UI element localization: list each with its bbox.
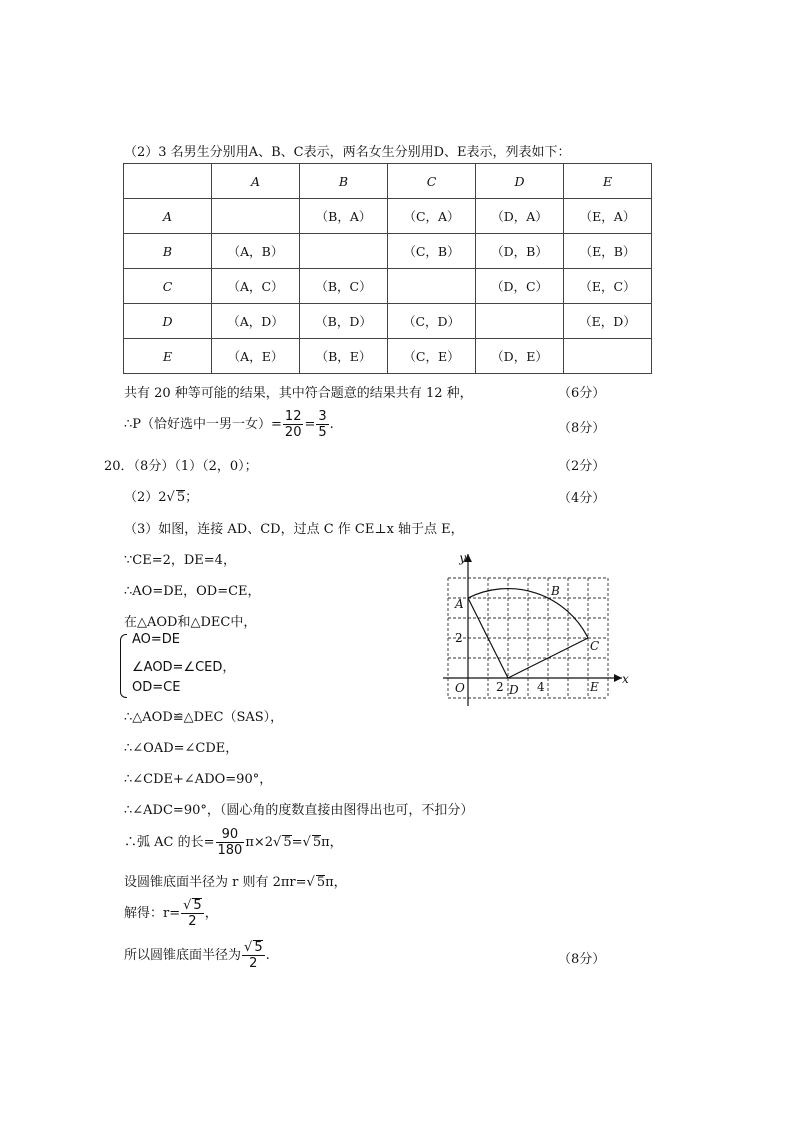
- point-e-label: E: [590, 680, 599, 694]
- table-header-row: [124, 164, 652, 199]
- table-cell: C: [124, 269, 212, 304]
- q20-line10: ∴∠ADC=90°，（圆心角的度数直接由图得出也可，不扣分）: [124, 803, 474, 818]
- probability-line: ∴P（恰好选中一男一女）= $\frac{12}{20}$ = $\frac{3}{5}$ .: [124, 408, 334, 440]
- table-cell: （A，B）: [212, 234, 300, 269]
- table-row: [124, 234, 652, 269]
- left-brace: [120, 634, 127, 698]
- x-axis-label: x: [622, 672, 629, 686]
- table-cell: [564, 339, 652, 374]
- table-cell: （B，D）: [300, 304, 388, 339]
- point-a-label: A: [455, 597, 464, 611]
- system-line-3: OD=CE: [132, 680, 181, 695]
- q20-line2-score: （4分）: [558, 491, 606, 506]
- q20-line1: 20．（8分）（1）（2，0）；: [104, 459, 258, 474]
- table-cell: （D，B）: [476, 234, 564, 269]
- solve-fraction: $\frac{√ 5}{2}$: [183, 898, 202, 929]
- prob-fraction-2: $\frac{3}{5}$: [318, 408, 327, 440]
- x-axis-arrow: [614, 674, 622, 682]
- table-cell: E: [564, 164, 652, 199]
- q20-line8: ∴∠OAD=∠CDE，: [124, 741, 239, 756]
- table-cell: （D，A）: [476, 199, 564, 234]
- y-axis-label: y: [459, 551, 466, 565]
- point-b-label: B: [551, 584, 560, 598]
- table-cell: （D，E）: [476, 339, 564, 374]
- table-cell: （B，E）: [300, 339, 388, 374]
- probability-score: （8分）: [558, 421, 606, 436]
- table-cell: （D，C）: [476, 269, 564, 304]
- system-line-2: ∠AOD=∠CED，: [132, 660, 236, 675]
- prob-prefix: ∴P（恰好选中一男一女）=: [124, 417, 282, 432]
- table-cell: （A，E）: [212, 339, 300, 374]
- tick-y-2: 2: [455, 631, 463, 645]
- tick-x-2: 2: [496, 680, 504, 694]
- origin-label: O: [455, 681, 465, 695]
- table-cell: （B，A）: [300, 199, 388, 234]
- system-line-1: AO=DE: [132, 632, 181, 647]
- table-cell: （E，A）: [564, 199, 652, 234]
- table-cell: [476, 304, 564, 339]
- table-cell: （C，E）: [388, 339, 476, 374]
- q20-line7: ∴△AOD≌△DEC（SAS），: [124, 710, 284, 725]
- table-cell: [300, 234, 388, 269]
- table-cell: A: [124, 199, 212, 234]
- q20-line2: （2）2√ 5；: [124, 490, 199, 505]
- table-cell: [212, 199, 300, 234]
- coordinate-figure: [438, 546, 634, 712]
- q20-line3: （3）如图，连接 AD、CD，过点 C 作 CE⊥x 轴于点 E，: [124, 522, 464, 537]
- table-cell: （E，C）: [564, 269, 652, 304]
- table-row: [124, 269, 652, 304]
- table-cell: （A，C）: [212, 269, 300, 304]
- table-cell: D: [476, 164, 564, 199]
- final-score: （8分）: [558, 952, 606, 967]
- outcome-table: [123, 163, 652, 374]
- q20-line1-score: （2分）: [558, 459, 606, 474]
- table-cell: （B，C）: [300, 269, 388, 304]
- q20-line6: 在△AOD和△DEC中，: [124, 615, 257, 630]
- arc-length-line: ∴弧 AC 的长= $\frac{90}{180}$ π×2√ 5=√ 5π，: [124, 826, 343, 858]
- point-c-label: C: [590, 639, 600, 653]
- table-cell: （C，B）: [388, 234, 476, 269]
- table-row: [124, 304, 652, 339]
- point-d-label: D: [509, 683, 519, 697]
- table-cell: （C，A）: [388, 199, 476, 234]
- q20-line4: ∵CE=2，DE=4，: [124, 553, 236, 568]
- table-cell: A: [212, 164, 300, 199]
- result-score: （6分）: [558, 386, 606, 401]
- table-cell: B: [124, 234, 212, 269]
- table-row: [124, 339, 652, 374]
- solve-line: 解得：r= $\frac{√ 5}{2}$ ，: [124, 898, 218, 929]
- arc-fraction: $\frac{90}{180}$: [217, 826, 243, 858]
- prob-fraction-1: $\frac{12}{20}$: [284, 408, 302, 440]
- final-line: 所以圆锥底面半径为 $\frac{√ 5}{2}$ .: [124, 940, 270, 971]
- table-cell: [388, 269, 476, 304]
- part2-intro: （2）3 名男生分别用A、B、C表示，两名女生分别用D、E表示，列表如下：: [124, 145, 571, 160]
- table-cell: [124, 164, 212, 199]
- table-cell: （E，B）: [564, 234, 652, 269]
- q20-line9: ∴∠CDE+∠ADO=90°，: [124, 772, 273, 787]
- table-cell: D: [124, 304, 212, 339]
- table-row: [124, 199, 652, 234]
- table-cell: B: [300, 164, 388, 199]
- result-line: 共有 20 种等可能的结果，其中符合题意的结果共有 12 种，: [124, 386, 473, 401]
- cone-line: 设圆锥底面半径为 r 则有 2πr=√ 5π，: [124, 875, 347, 890]
- q20-line5: ∴AO=DE，OD=CE，: [124, 584, 261, 599]
- tick-x-4: 4: [537, 680, 545, 694]
- table-cell: E: [124, 339, 212, 374]
- table-cell: （C，D）: [388, 304, 476, 339]
- final-fraction: $\frac{√ 5}{2}$: [244, 940, 263, 971]
- table-cell: （E，D）: [564, 304, 652, 339]
- table-cell: C: [388, 164, 476, 199]
- table-cell: （A，D）: [212, 304, 300, 339]
